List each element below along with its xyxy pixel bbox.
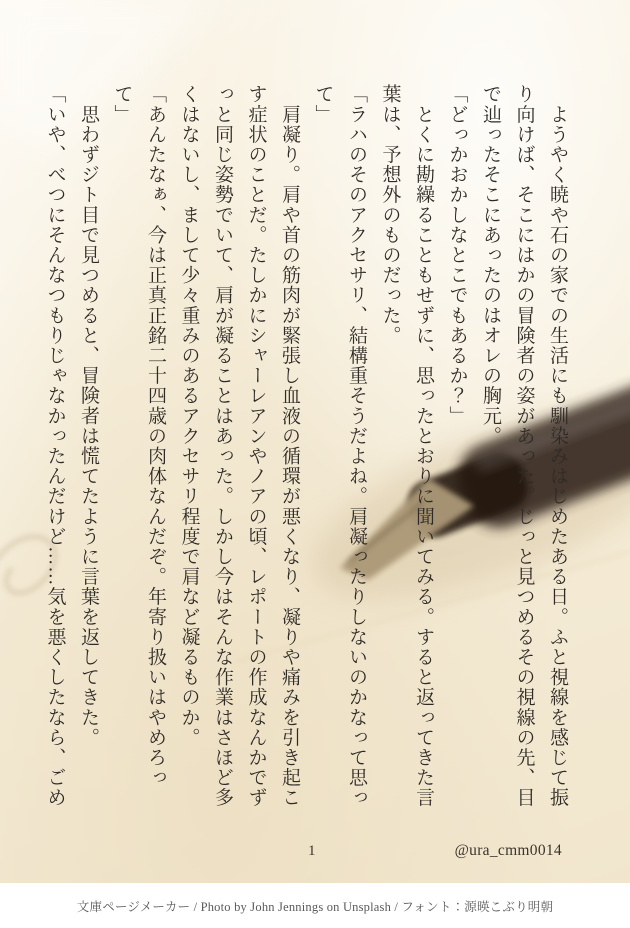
text-column: す症状のことだ。たしかにシャーレアンやノアの頃、レポートの作成なんかでず: [245, 84, 267, 808]
text-column: で辿ったそこにあったのはオレの胸元。: [480, 84, 501, 446]
text-column: っと同じ姿勢でいて、肩が凝ることはあった。しかし今はそんな作業はさほど多: [212, 84, 233, 808]
text-column: 肩凝り。肩や首の筋肉が緊張し血液の循環が悪くなり、凝りや痛みを引き起こ: [279, 84, 300, 808]
text-column: ようやく暁や石の家での生活にも馴染みはじめたある日。ふと視線を感じて振: [547, 84, 568, 808]
text-column: とくに勘繰ることもせずに、思ったとおりに聞いてみる。すると返ってきた言: [413, 84, 434, 808]
text-column: て」: [312, 84, 334, 125]
text-column: 「いや、べつにそんなつもりじゃなかったんだけど……気を悪くしたなら、ごめ: [44, 84, 66, 808]
caption-strip: [0, 883, 630, 928]
text-column: 思わずジト目で見つめると、冒険者は慌てたように言葉を返してきた。: [78, 84, 99, 748]
text-column: 「ラハのそのアクセサリ、結構重そうだよね。肩凝ったりしないのかなって思っ: [346, 84, 367, 808]
author-handle: @ura_cmm0014: [454, 842, 562, 859]
text-column: 「どっかおかしなとこでもあるか？」: [446, 84, 468, 426]
footer-caption: 文庫ページメーカー / Photo by John Jennings on Unsplash / フォント：源暎こぶり明朝: [76, 899, 554, 914]
text-column: 葉は、予想外のものだった。: [379, 84, 401, 346]
vertical-text-block: [38, 84, 574, 808]
text-column: り向けば、そこにはかの冒険者の姿があった。じっと見つめるその視線の先、目: [513, 84, 535, 808]
text-column: 「あんたなぁ、今は正真正銘二十四歳の肉体なんだぞ。年寄り扱いはやめろって」: [111, 84, 166, 788]
text-column: くはないし、まして少々重みのあるアクセサリ程度で肩など凝るものか。: [178, 84, 200, 748]
page-number: 1: [308, 843, 316, 859]
